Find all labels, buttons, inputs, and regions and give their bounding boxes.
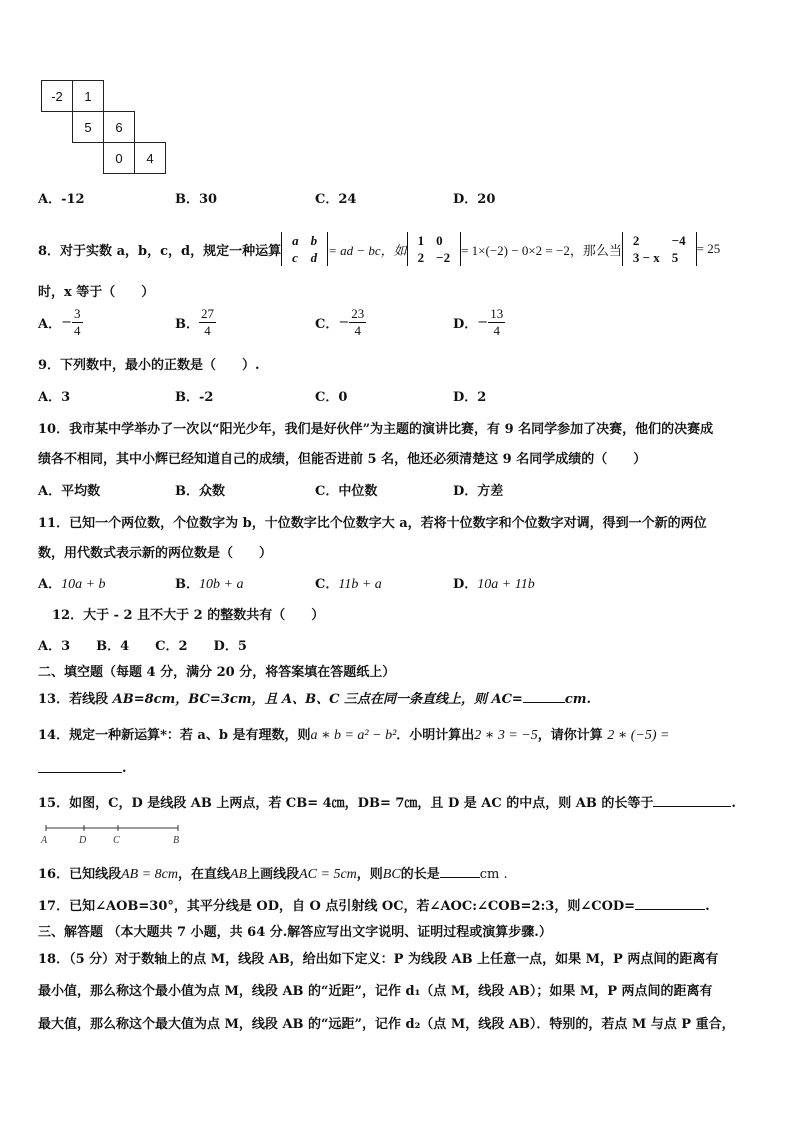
question-8 [38,232,720,266]
point-c-label: C [113,835,120,846]
question-15: 15．如图，C，D 是线段 AB 上两点，若 CB= 4㎝，DB= 7㎝，且 D 是 AC 的中点，则 AB 的长等于 . [38,796,736,811]
grid-cell: 6 [103,111,135,143]
question-10-line2: 绩各不相同，其中小辉已经知道自己的成绩，但能否进前 5 名，他还必须清楚这 9 名同学成绩的（ ） [38,452,647,467]
q10-option-d: D．方差 [453,484,504,499]
question-13: 13．若线段 AB=8cm，BC=3cm，且 A、B、C 三点在同一条直线上，则 AC= cm. [38,692,592,707]
question-12: 12．大于 - 2 且不大于 2 的整数共有（ ） [52,608,325,623]
question-9: 9．下列数中，最小的正数是（ ）. [38,358,260,373]
section-2-heading: 二、填空题（每题 4 分，满分 20 分，将答案填在答题纸上） [38,665,396,680]
q7-option-a: A．-12 [38,192,85,207]
question-17: 17．已知∠AOB=30°，其平分线是 OD，自 O 点引射线 OC，若∠AOC:∠COB=2:3，则∠COD= . [38,899,710,914]
q8-option-d: D． − $\frac{13}{4}$ [453,306,504,338]
question-10-line1: 10．我市某中学举办了一次以“阳光少年，我们是好伙伴”为主题的演讲比赛，有 9 名同学参加了决赛，他们的决赛成 [38,422,714,437]
grid-cell: 0 [103,142,135,174]
question-18-line3: 最大值，那么称这个最大值为点 M，线段 AB 的“远距”，记作 d₂（点 M，线段 AB）．特别的，若点 M 与点 P 重合， [38,1017,735,1032]
q8-eq1: = ad − bc，如 [328,242,407,258]
q7-option-b: B．30 [175,192,218,207]
q9-option-d: D．2 [453,390,487,405]
point-d-label: D [79,835,87,846]
grid-cell: 1 [72,80,104,112]
point-b-label: B [173,835,180,846]
segment-diagram [38,820,188,846]
q8-determinant-problem: 2 −4 3 − x 5 [622,232,697,266]
q7-option-c: C．24 [315,192,357,207]
q8-option-c: C． − $\frac{23}{4}$ [315,306,365,338]
point-a-label: A [41,835,48,846]
q8-determinant-example: 1 0 2 −2 [407,232,461,266]
q14-period: . [122,761,127,776]
q11-option-c: C．11b + a [315,577,382,592]
q11-option-b: B．10b + a [175,577,244,592]
question-18-line2: 最小值，那么称这个最小值为点 M，线段 AB 的“近距”，记作 d₁（点 M，线段 AB）；如果 M，P 两点间的距离有 [38,984,713,999]
question-16: 16．已知线段AB = 8cm，在直线AB上画线段AC = 5cm，则BC的长是 cm . [38,867,508,882]
section-3-heading: 三、解答题 （本大题共 7 小题，共 64 分.解答应写出文字说明、证明过程或演算步骤.） [38,925,552,940]
q14-answer-blank [38,760,122,773]
q8-line2: 时，x 等于（ ） [38,285,155,300]
question-11-line2: 数，用代数式表示新的两位数是（ ） [38,546,273,561]
q8-option-a: A． − $\frac{3}{4}$ [38,306,81,338]
q7-option-d: D．20 [453,192,496,207]
q8-eq2: = 1×(−2) − 0×2 = −2，那么当 [461,242,622,258]
q8-prefix: 8．对于实数 a，b，c，d，规定一种运算 [38,243,282,259]
q10-option-b: B．众数 [175,484,225,499]
q10-option-a: A．平均数 [38,484,101,499]
q8-option-b: B． $\frac{27}{4}$ [175,306,214,338]
q12-options: A．3 B．4 C．2 D．5 [38,639,247,654]
question-18-line1: 18．（5 分）对于数轴上的点 M，线段 AB，给出如下定义：P 为线段 AB 上任意一点，如果 M，P 两点间的距离有 [38,952,719,967]
q11-option-a: A．10a + b [38,577,106,592]
q9-option-a: A．3 [38,390,71,405]
q9-option-c: C．0 [315,390,348,405]
question-11-line1: 11．已知一个两位数，个位数字为 b，十位数字比个位数字大 a，若将十位数字和个位数字对调，得到一个新的两位 [38,516,707,531]
question-14: 14．规定一种新运算*：若 a、b 是有理数，则a ∗ b = a² − b²．小明计算出2 ∗ 3 = −5，请你计算 2 ∗ (−5) = [38,728,670,743]
grid-cell: -2 [41,80,73,112]
grid-cell: 5 [72,111,104,143]
q11-option-d: D．10a + 11b [453,577,535,592]
q10-option-c: C．中位数 [315,484,378,499]
q9-option-b: B．-2 [175,390,214,405]
q8-eq3: = 25 [696,241,721,256]
q8-determinant-definition: a b c d [281,232,328,266]
grid-cell: 4 [134,142,166,174]
